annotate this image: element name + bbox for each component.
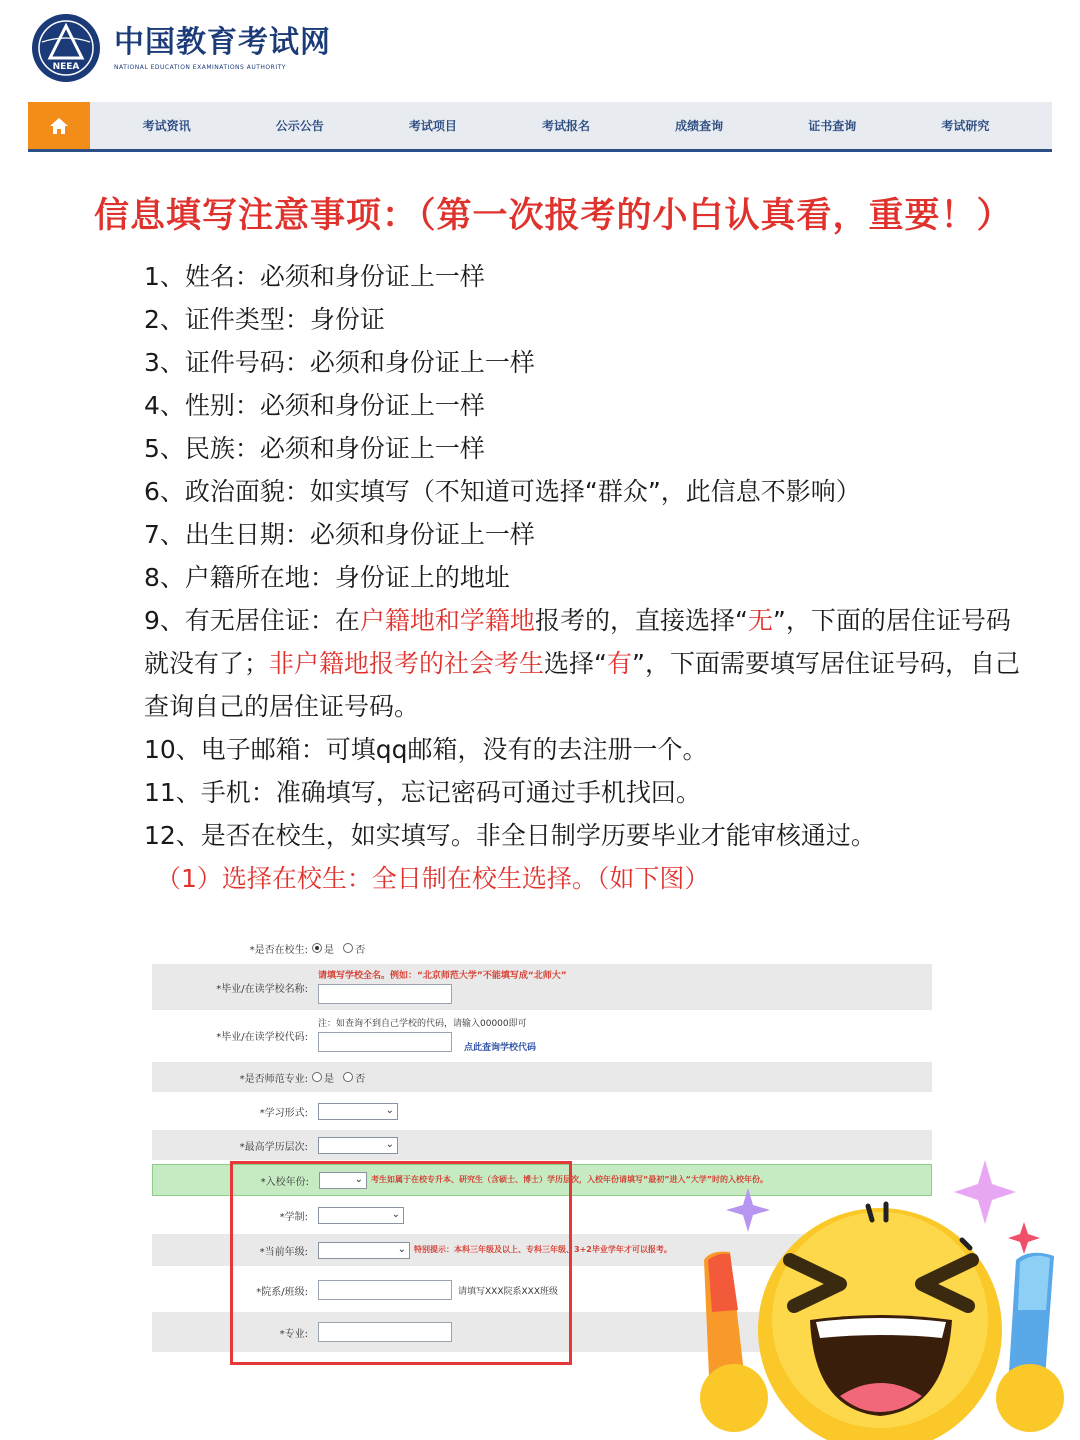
school-name-label: *毕业/在读学校名称: [216,984,308,995]
note-item: 5、民族：必须和身份证上一样 [144,434,485,463]
highlight-box [230,1161,572,1365]
nav-item-announcements[interactable]: 公示公告 [275,119,324,133]
dept-class-label: *院系/班级: [256,1286,308,1298]
note-item: 1、姓名：必须和身份证上一样 [144,262,485,291]
study-form-label: *学习形式: [259,1107,308,1119]
in-school-yes-radio[interactable] [312,943,322,953]
note-item: 4、性别：必须和身份证上一样 [144,391,485,420]
form-row-study-form [152,1096,932,1126]
normal-major-no-radio[interactable] [343,1072,353,1082]
chevron-down-icon: ⌄ [354,1174,363,1185]
nav-item-score-query[interactable]: 成绩查询 [675,119,724,133]
highest-edu-label: *最高学历层次: [239,1141,308,1153]
notice-title: 信息填写注意事项：（第一次报考的小白认真看，重要！） [94,196,1013,236]
schooling-label: *学制: [279,1211,308,1223]
note-highlight: 有 [606,649,632,678]
home-icon [49,117,69,135]
form-row-in-school [152,936,932,960]
dept-class-hint: 请填写XXX院系XXX班级 [458,1287,558,1297]
school-name-input[interactable] [318,984,452,1004]
nav-item-exam-news[interactable]: 考试资讯 [142,119,191,133]
notes-list [144,255,1024,900]
note-text: ”，下面的居住证号码就没有了； [144,606,1011,678]
note-item: 12、是否在校生，如实填写。非全日制学历要毕业才能审核通过。 [144,821,876,850]
note-item: 11、手机：准确填写，忘记密码可通过手机找回。 [144,778,701,807]
normal-major-yes-radio[interactable] [312,1072,322,1082]
chevron-down-icon: ⌄ [385,1139,394,1150]
note-text: ”，下面需要填写居住证号码，自己查询自己的居住证号码。 [144,649,1020,721]
form-row-normal-major [152,1062,932,1092]
grade-label: *当前年级: [259,1246,308,1258]
note-highlight: 非户籍地报考的社会考生 [269,649,545,678]
sub-note: （1）选择在校生：全日制在校生选择。（如下图） [156,864,710,893]
note-highlight: 无 [747,606,773,635]
normal-major-label: *是否师范专业: [239,1073,308,1085]
site-logo[interactable] [30,12,331,84]
school-code-label: *毕业/在读学校代码: [216,1032,308,1043]
study-form-select[interactable] [318,1103,398,1120]
radio-label-no: 否 [355,1073,366,1085]
site-name-en: NATIONAL EDUCATION EXAMINATIONS AUTHORITY [114,64,286,71]
in-school-label: *是否在校生: [249,944,308,956]
nav-item-exam-research[interactable]: 考试研究 [941,119,990,133]
enroll-year-hint: 考生如属于在校专升本、研究生（含硕士、博士）学历层次，入校年份请填写“最初”进入“大学”时的入校年份。 [371,1175,769,1184]
form-row-school-name [152,964,932,1010]
note-highlight: 户籍地和学籍地 [359,606,535,635]
nav-item-exam-projects[interactable]: 考试项目 [408,119,457,133]
radio-label-yes: 是 [324,1073,334,1085]
highest-edu-select[interactable] [318,1137,398,1154]
site-name-cn: 中国教育考试网 [114,25,331,60]
note-item: 8、户籍所在地：身份证上的地址 [144,563,510,592]
main-nav [28,102,1052,152]
neea-seal-icon [30,12,102,84]
site-name [114,25,331,71]
sparkle-icon [726,1188,770,1232]
radio-label-yes: 是 [324,944,334,956]
enroll-year-label: *入校年份: [260,1176,309,1188]
note-text: 报考的，直接选择“ [534,606,748,635]
radio-label-no: 否 [355,944,366,956]
school-code-input[interactable] [318,1032,452,1052]
note-item: 3、证件号码：必须和身份证上一样 [144,348,535,377]
school-code-hint: 注：如查询不到自己学校的代码，请输入00000即可 [318,1019,527,1029]
chevron-down-icon: ⌄ [385,1105,394,1116]
laughing-emoji-sticker [690,1160,1080,1440]
form-row-highest-edu [152,1130,932,1160]
school-name-hint: 请填写学校全名。例如：“北京师范大学”不能填写成“北师大” [318,971,567,981]
note-item: 10、电子邮箱：可填qq邮箱，没有的去注册一个。 [144,735,708,764]
note-text: 9、有无居住证：在 [144,606,360,635]
chevron-down-icon: ⌄ [391,1209,400,1220]
sparkle-icon [1008,1222,1040,1254]
note-item-residence-permit [144,599,1024,728]
note-item: 7、出生日期：必须和身份证上一样 [144,520,535,549]
chevron-down-icon: ⌄ [397,1244,406,1255]
grade-hint: 特别提示：本科三年级及以上、专科三年级、3+2毕业学年才可以报考。 [414,1245,672,1254]
in-school-no-radio[interactable] [343,943,353,953]
nav-item-certificate-query[interactable]: 证书查询 [808,119,857,133]
nav-item-registration[interactable]: 考试报名 [541,119,590,133]
note-text: 选择“ [544,649,607,678]
form-row-school-code [152,1012,932,1058]
major-label: *专业: [279,1328,308,1340]
note-item: 6、政治面貌：如实填写（不知道可选择“群众”，此信息不影响） [144,477,861,506]
svg-text:NEEA: NEEA [52,62,80,72]
note-item: 2、证件类型：身份证 [144,305,385,334]
home-button[interactable] [28,102,90,149]
sparkle-icon [954,1160,1016,1224]
school-code-query-link[interactable]: 点此查询学校代码 [464,1043,537,1053]
